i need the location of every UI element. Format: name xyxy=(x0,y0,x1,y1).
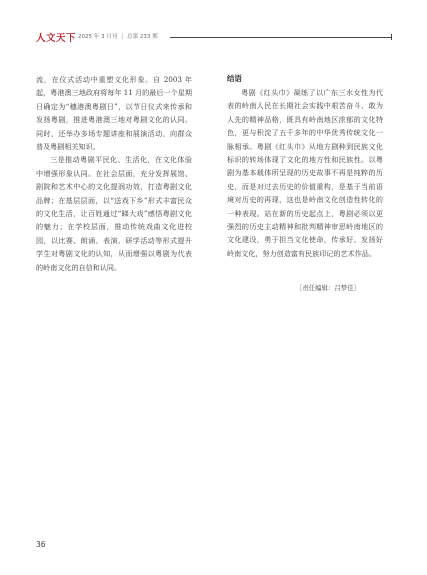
header-rule xyxy=(170,37,392,38)
paragraph-conclusion: 粤剧《红头巾》凝练了以广东三水女性为代表的岭南人民在长期社会实践中艰苦奋斗、敢为人先的精神品格，既具有岭南地区浓郁的文化特色，更与积淀了五千多年的中华优秀传统文化一脉相承。粤剧《红头巾》从地方剧种到民族文化标识的转场体现了文化的地方性和民族性。以粤剧为基本载体所呈现的历史故事不再是纯粹的历史，而是对过去历史的价值重构，是基于当前语境对历史的再现，这也是岭南文化创造性转化的一种表现。站在新的历史起点上，粤剧必须以更强烈的历史主动精神和批判精神审思岭南地区的文化建设，勇于担当文化使命，传承好、发扬好岭南文化，努力创造富有民族印记的艺术作品。 xyxy=(227,88,383,258)
total-issue: 总第 233 期 xyxy=(127,33,158,40)
page-header xyxy=(0,0,427,44)
left-column xyxy=(36,73,192,274)
paragraph-continuation: 流，在仪式活动中重塑文化形象。自 2003 年起，粤港澳三地政府将每年 11 月的最后一个星期日确定为“穗港澳粤剧日”，以节日仪式来传承和发扬粤剧，推进粤港澳三地对粤剧文化的认同。同时，还举办多场专题讲座和展演活动，向群众普及粤剧相关知识。 xyxy=(36,75,192,152)
section-title-conclusion: 结语 xyxy=(227,74,242,83)
responsible-editor: ［责任编辑：吕梦佳］ xyxy=(296,284,360,292)
page-number: 36 xyxy=(36,540,46,549)
right-column xyxy=(227,86,383,260)
paragraph-point-three: 三是推动粤剧平民化、生活化，在文化体验中增强形象认同。在社会层面，充分发挥展馆、剧院和艺术中心的文化提润功效，打造粤剧文化品牌；在基层层面，以“送戏下乡”形式丰富民众的文化生活，让百姓通过“睇大戏”感悟粤剧文化的魅力；在学校层面，推动传统戏曲文化进校园，以比赛、朗诵、表演、研学活动等形式提升学生对粤剧文化的认知，从而增强以粤剧为代表的岭南文化的自信和认同。 xyxy=(36,155,192,272)
issue-info xyxy=(78,32,158,40)
header-rule-end xyxy=(391,34,392,40)
issue-date: 2025 年 3 月刊 xyxy=(78,33,118,40)
magazine-logo: 人文天下 xyxy=(36,33,77,44)
issue-separator: | xyxy=(121,33,124,40)
